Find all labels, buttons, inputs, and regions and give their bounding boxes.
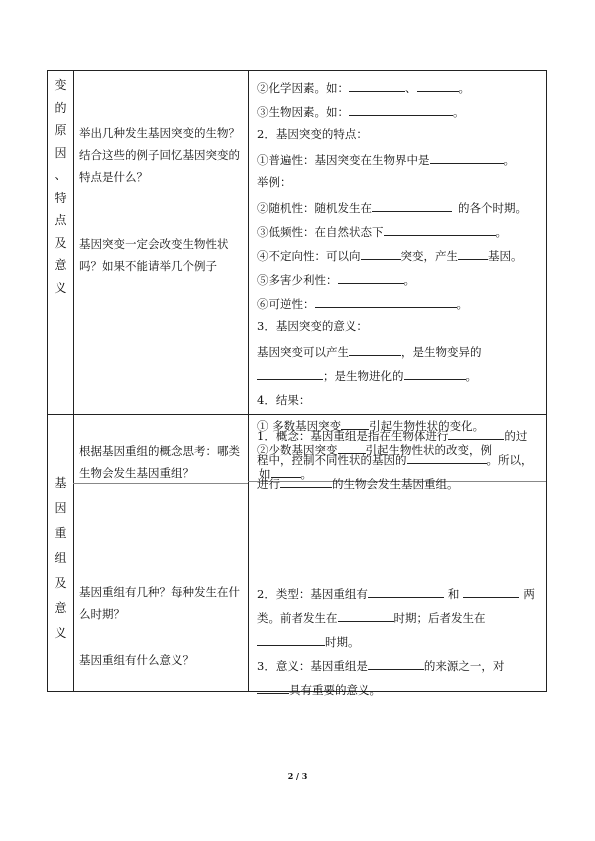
undirected-line: ④不定向性：可以向 突变，产生 基因。 (257, 246, 523, 264)
universality-line: ①普遍性：基因突变在生物界中是 。 (257, 150, 515, 168)
page-number: 2 / 3 (287, 771, 308, 781)
answer-column-recombination (47, 70, 547, 697)
concept-line-1: 1．概念：基因重组是指在生物体进行 的过 (257, 426, 527, 444)
result-title: 4．结果： (257, 393, 311, 407)
result-line-2: ②少数基因突变 引起生物性状的改变，例 (257, 440, 492, 458)
significance-recomb-line-1: 3．意义：基因重组是 的来源之一，对 (257, 656, 504, 674)
blank-field[interactable] (448, 426, 504, 440)
blank-field[interactable] (257, 680, 289, 694)
blank-field[interactable] (463, 584, 519, 598)
feature-title: 2．基因突变的特点： (257, 127, 368, 141)
blank-field[interactable] (368, 584, 444, 598)
significance-line-2: ；是生物进化的 。 (257, 366, 477, 384)
question-mutation-examples: 举出几种发生基因突变的生物？结合这些的例子回忆基因突变的特点是什么？ (79, 126, 240, 184)
blank-field[interactable] (368, 656, 424, 670)
low-frequency-line: ③低频性：在自然状态下 。 (257, 222, 507, 240)
concept-line-3: 进行 的生物会发生基因重组。 (257, 474, 459, 492)
bio-factor-line: ③生物因素。如： 。 (257, 102, 465, 120)
harmful-line: ⑤多害少利性： 。 (257, 270, 415, 288)
blank-field[interactable] (280, 474, 332, 488)
type-line-1: 2．类型：基因重组有 和 两 (257, 584, 535, 602)
question-mutation-traits: 基因突变一定会改变生物性状吗？如果不能请举几个例子 (79, 237, 229, 273)
type-line-2: 类。前者发生在 时期；后者发生在 (257, 608, 486, 626)
randomness-line: ②随机性：随机发生在 的各个时期。 (257, 198, 527, 216)
example-line: 举例： (257, 175, 292, 189)
chem-factor-line: ②化学因素。如： 、 。 (257, 78, 470, 96)
blank-field[interactable] (257, 632, 325, 646)
significance-title: 3．基因突变的意义： (257, 319, 368, 333)
question-recombination-significance: 基因重组有什么意义？ (79, 653, 194, 667)
result-line-1: ① 多数基因突变 引起生物性状的变化。 (257, 416, 484, 434)
type-line-3: 时期。 (257, 632, 360, 650)
concept-line-2: 程中，控制不同性状的基因的 。所以， (257, 450, 533, 468)
reversible-line: ⑥可逆性： 。 (257, 294, 468, 312)
blank-field[interactable] (407, 450, 487, 464)
blank-field[interactable] (338, 608, 394, 622)
significance-line-1: 基因突变可以产生 ，是生物变异的 (257, 342, 482, 360)
section-label-recombination: 基 因 重 组 及 意 义 (54, 476, 67, 640)
significance-recomb-line-2: 具有重要的意义。 (257, 680, 381, 698)
result-line-3: 如 。 (259, 464, 312, 482)
section-label-mutation: 变 的 原 因 、 特 点 及 意 义 (54, 78, 67, 295)
question-recombination-organisms: 根据基因重组的概念思考：哪类生物会发生基因重组？ (79, 444, 240, 480)
question-recombination-types: 基因重组有几种？每种发生在什么时期？ (79, 585, 240, 621)
